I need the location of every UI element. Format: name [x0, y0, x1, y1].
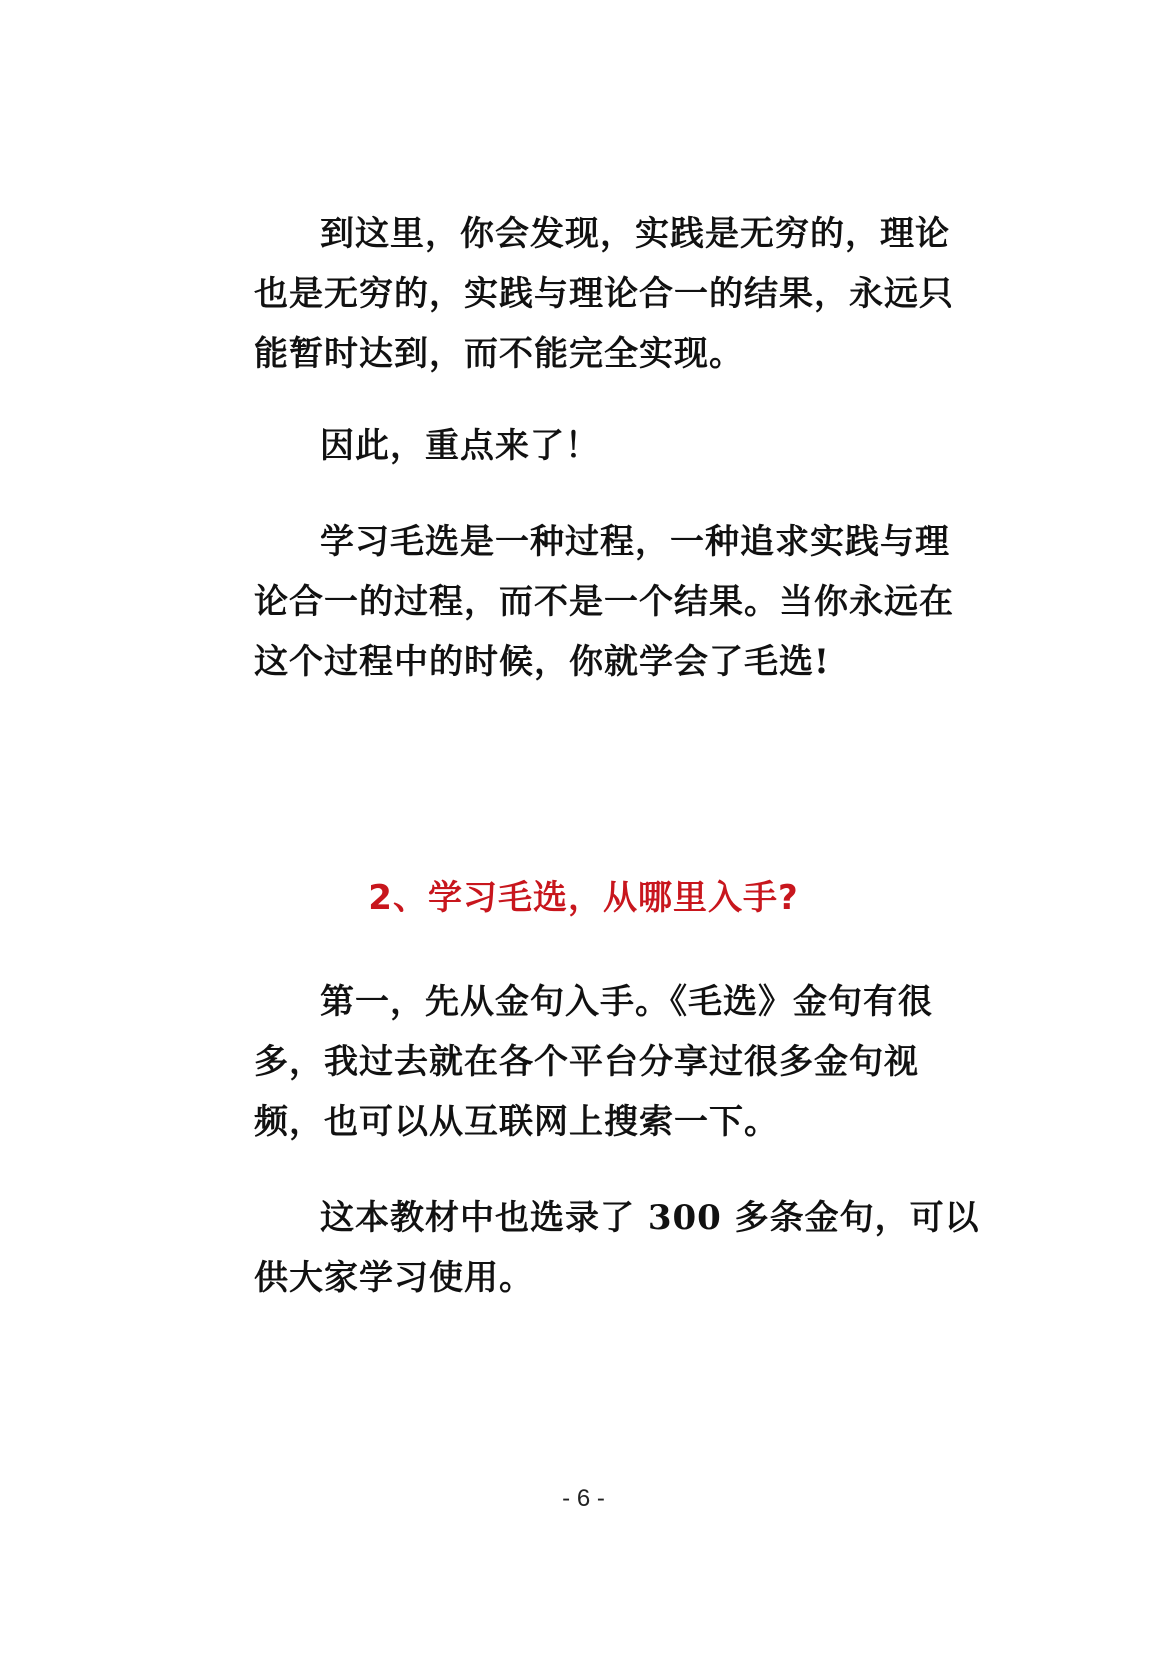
paragraph-4-line-2: 多，我过去就在各个平台分享过很多金句视 — [254, 1042, 919, 1082]
paragraph-5-line-1: 这本教材中也选录了 300 多条金句，可以 — [320, 1198, 980, 1238]
paragraph-4-line-3: 频，也可以从互联网上搜索一下。 — [254, 1102, 779, 1142]
paragraph-1-line-2: 也是无穷的，实践与理论合一的结果，永远只 — [254, 274, 954, 314]
page-number: - 6 - — [562, 1485, 605, 1512]
paragraph-5-line-2: 供大家学习使用。 — [254, 1258, 534, 1298]
section-heading: 2、学习毛选，从哪里入手? — [368, 878, 799, 918]
paragraph-1-line-1: 到这里，你会发现，实践是无穷的，理论 — [320, 214, 950, 254]
paragraph-3-line-2: 论合一的过程，而不是一个结果。当你永远在 — [254, 582, 954, 622]
paragraph-1-line-3: 能暂时达到，而不能完全实现。 — [254, 334, 744, 374]
paragraph-4-line-1: 第一，先从金句入手。《毛选》金句有很 — [320, 982, 933, 1022]
paragraph-3-line-3: 这个过程中的时候，你就学会了毛选! — [254, 642, 830, 682]
paragraph-3-line-1: 学习毛选是一种过程，一种追求实践与理 — [320, 522, 950, 562]
paragraph-2-line-1: 因此，重点来了！ — [320, 426, 600, 466]
